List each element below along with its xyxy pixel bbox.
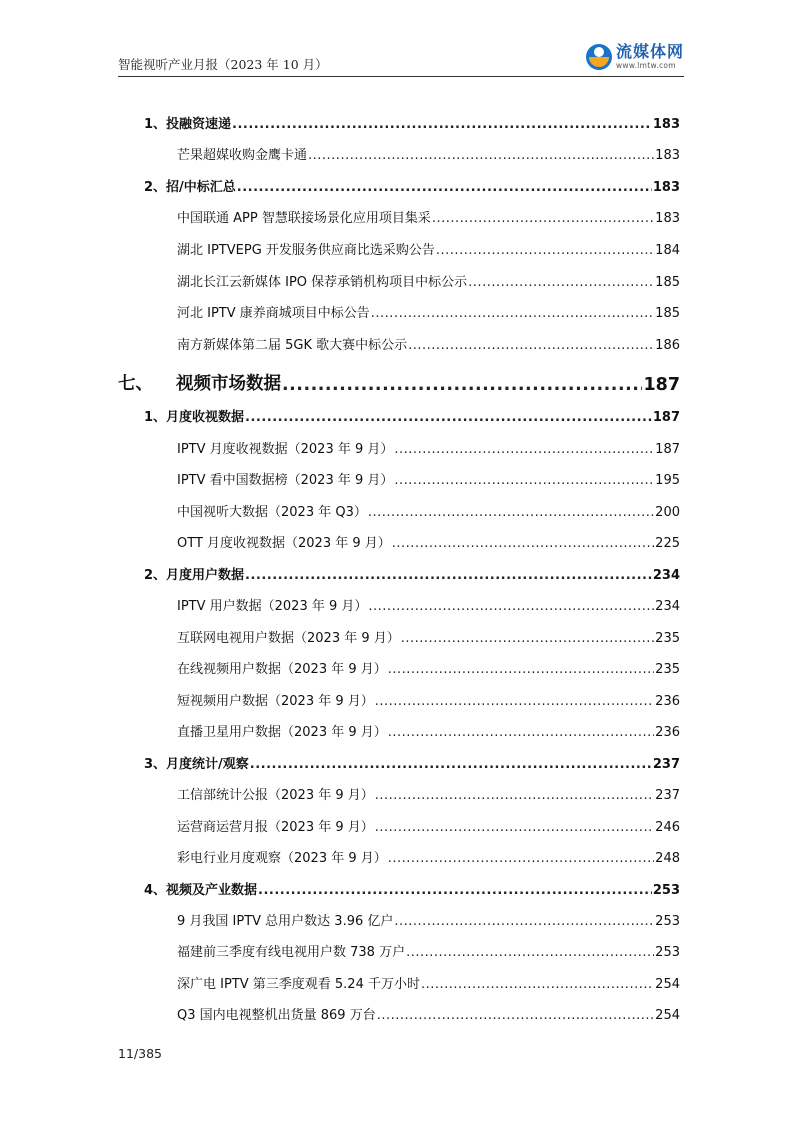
toc-entry-label: 南方新媒体第二届 5GK 歌大赛中标公示: [177, 338, 408, 353]
toc-entry-label: 河北 IPTV 康养商城项目中标公告: [177, 306, 370, 321]
toc-page-number: 185: [655, 306, 680, 321]
toc-entry-label: OTT 月度收视数据（2023 年 9 月）: [177, 536, 391, 551]
toc-leader-dots: [394, 473, 654, 488]
toc-leader-dots: [368, 505, 654, 520]
toc-leader-dots: [394, 442, 654, 457]
toc-page-number: 253: [655, 945, 680, 960]
toc-subsection-entry[interactable]: [177, 144, 680, 163]
toc-page-number: 183: [652, 180, 680, 195]
toc-leader-dots: [394, 914, 654, 929]
toc-subsection-entry[interactable]: [177, 207, 680, 226]
toc-page-number: 236: [655, 694, 680, 709]
toc-subsection-entry[interactable]: [177, 239, 680, 258]
toc-subsection-entry[interactable]: [177, 690, 680, 709]
toc-subsection-entry[interactable]: [177, 271, 680, 290]
toc-leader-dots: [308, 148, 654, 163]
toc-subsection-entry[interactable]: [177, 334, 680, 353]
toc-page-number: 248: [655, 851, 680, 866]
toc-leader-dots: [388, 725, 654, 740]
toc-entry-label: 1、月度收视数据: [144, 410, 245, 425]
toc-leader-dots: [392, 536, 654, 551]
toc-leader-dots: [468, 275, 654, 290]
logo-name: 流媒体网: [615, 42, 684, 62]
toc-subsection-entry[interactable]: [177, 910, 680, 929]
toc-leader-dots: [377, 1008, 654, 1023]
toc-leader-dots: [258, 883, 652, 898]
toc-leader-dots: [421, 977, 654, 992]
toc-leader-dots: [375, 820, 654, 835]
toc-entry-label: IPTV 用户数据（2023 年 9 月）: [177, 599, 368, 614]
toc-entry-label: 湖北长江云新媒体 IPO 保荐承销机构项目中标公示: [177, 275, 468, 290]
toc-leader-dots: [375, 694, 654, 709]
toc-subsection-entry[interactable]: [177, 941, 680, 960]
toc-page-number: 234: [652, 568, 680, 583]
toc-subsection-entry[interactable]: [177, 658, 680, 677]
toc-leader-dots: [388, 662, 654, 677]
toc-leader-dots: [232, 117, 652, 132]
toc-entry-label: 中国视听大数据（2023 年 Q3）: [177, 505, 367, 520]
toc-leader-dots: [245, 568, 652, 583]
toc-page-number: 200: [655, 505, 680, 520]
toc-leader-dots: [250, 757, 652, 772]
toc-leader-dots: [408, 338, 654, 353]
toc-entry-label: 芒果超媒收购金鹰卡通: [177, 148, 308, 163]
toc-subsection-entry[interactable]: [177, 469, 680, 488]
toc-chapter-number: 七、: [118, 374, 153, 394]
toc-subsection-entry[interactable]: [177, 501, 680, 520]
toc-entry-label: IPTV 看中国数据榜（2023 年 9 月）: [177, 473, 394, 488]
toc-subsection-entry[interactable]: [177, 973, 680, 992]
toc-entry-label: 在线视频用户数据（2023 年 9 月）: [177, 662, 387, 677]
toc-page-number: 235: [655, 631, 680, 646]
toc-leader-dots: [401, 631, 654, 646]
header-divider: [118, 76, 684, 77]
toc-entry-label: 2、月度用户数据: [144, 568, 245, 583]
toc-page-number: 253: [655, 914, 680, 929]
toc-subsection-entry[interactable]: [177, 438, 680, 457]
toc-page-number: 236: [655, 725, 680, 740]
toc-leader-dots: [436, 243, 654, 258]
toc-page-number: 186: [655, 338, 680, 353]
toc-subsection-entry[interactable]: [177, 1004, 680, 1023]
toc-entry-label: 运营商运营月报（2023 年 9 月）: [177, 820, 374, 835]
toc-page-number: 187: [655, 442, 680, 457]
toc-entry-label: 2、招/中标汇总: [144, 180, 236, 195]
toc-leader-dots: [406, 945, 654, 960]
toc-section-entry[interactable]: [144, 176, 680, 195]
toc-section-entry[interactable]: [144, 113, 680, 132]
toc-subsection-entry[interactable]: [177, 721, 680, 740]
toc-page-number: 254: [655, 977, 680, 992]
toc-entry-label: 4、视频及产业数据: [144, 883, 258, 898]
toc-page-number: 254: [655, 1008, 680, 1023]
toc-entry-label: 深广电 IPTV 第三季度观看 5.24 千万小时: [177, 977, 420, 992]
toc-subsection-entry[interactable]: [177, 302, 680, 321]
toc-entry-label: IPTV 月度收视数据（2023 年 9 月）: [177, 442, 394, 457]
toc-leader-dots: [237, 180, 652, 195]
brand-logo: [586, 44, 684, 70]
toc-section-entry[interactable]: [144, 406, 680, 425]
header-title: 智能视听产业月报（2023 年 10 月）: [118, 57, 328, 72]
toc-entry-label: 福建前三季度有线电视用户数 738 万户: [177, 945, 406, 960]
toc-leader-dots: [388, 851, 654, 866]
toc-entry-label: 3、月度统计/观察: [144, 757, 249, 772]
toc-entry-label: Q3 国内电视整机出货量 869 万台: [177, 1008, 376, 1023]
toc-leader-dots: [432, 211, 654, 226]
toc-entry-label: 七、 视频市场数据: [118, 370, 281, 395]
toc-chapter-entry[interactable]: [118, 370, 680, 395]
toc-subsection-entry[interactable]: [177, 784, 680, 803]
logo-icon: [586, 44, 612, 70]
toc-page-number: 183: [652, 117, 680, 132]
toc-subsection-entry[interactable]: [177, 816, 680, 835]
toc-section-entry[interactable]: [144, 879, 680, 898]
toc-entry-label: 中国联通 APP 智慧联接场景化应用项目集采: [177, 211, 431, 226]
toc-page-number: 246: [655, 820, 680, 835]
toc-leader-dots: [375, 788, 654, 803]
toc-entry-label: 直播卫星用户数据（2023 年 9 月）: [177, 725, 387, 740]
toc-page-number: 185: [655, 275, 680, 290]
toc-page-number: 235: [655, 662, 680, 677]
toc-leader-dots: [368, 599, 654, 614]
toc-leader-dots: [371, 306, 654, 321]
toc-page-number: 183: [655, 211, 680, 226]
toc-page-number: 237: [652, 757, 680, 772]
toc-page-number: 183: [655, 148, 680, 163]
toc-section-entry[interactable]: [144, 753, 680, 772]
toc-subsection-entry[interactable]: [177, 595, 680, 614]
toc-subsection-entry[interactable]: [177, 847, 680, 866]
toc-subsection-entry[interactable]: [177, 532, 680, 551]
toc-entry-label: 1、投融资速递: [144, 117, 232, 132]
toc-entry-label: 互联网电视用户数据（2023 年 9 月）: [177, 631, 400, 646]
toc-page-number: 187: [652, 410, 680, 425]
page-number: 11/385: [118, 1046, 162, 1061]
toc-page-number: 187: [643, 375, 680, 395]
toc-entry-label: 短视频用户数据（2023 年 9 月）: [177, 694, 374, 709]
toc-leader-dots: [245, 410, 652, 425]
toc-subsection-entry[interactable]: [177, 627, 680, 646]
toc-page-number: 184: [655, 243, 680, 258]
logo-url: www.lmtw.com: [615, 61, 676, 71]
toc-section-entry[interactable]: [144, 564, 680, 583]
toc-leader-dots: [282, 375, 642, 395]
toc-entry-label: 彩电行业月度观察（2023 年 9 月）: [177, 851, 387, 866]
toc-entry-label: 湖北 IPTVEPG 开发服务供应商比选采购公告: [177, 243, 435, 258]
toc-entry-label: 工信部统计公报（2023 年 9 月）: [177, 788, 374, 803]
toc-entry-label: 9 月我国 IPTV 总用户数达 3.96 亿户: [177, 914, 394, 929]
toc-page-number: 195: [655, 473, 680, 488]
toc-page-number: 237: [655, 788, 680, 803]
page-header: [118, 42, 684, 74]
toc-page-number: 253: [652, 883, 680, 898]
toc-page-number: 225: [655, 536, 680, 551]
toc-page-number: 234: [655, 599, 680, 614]
